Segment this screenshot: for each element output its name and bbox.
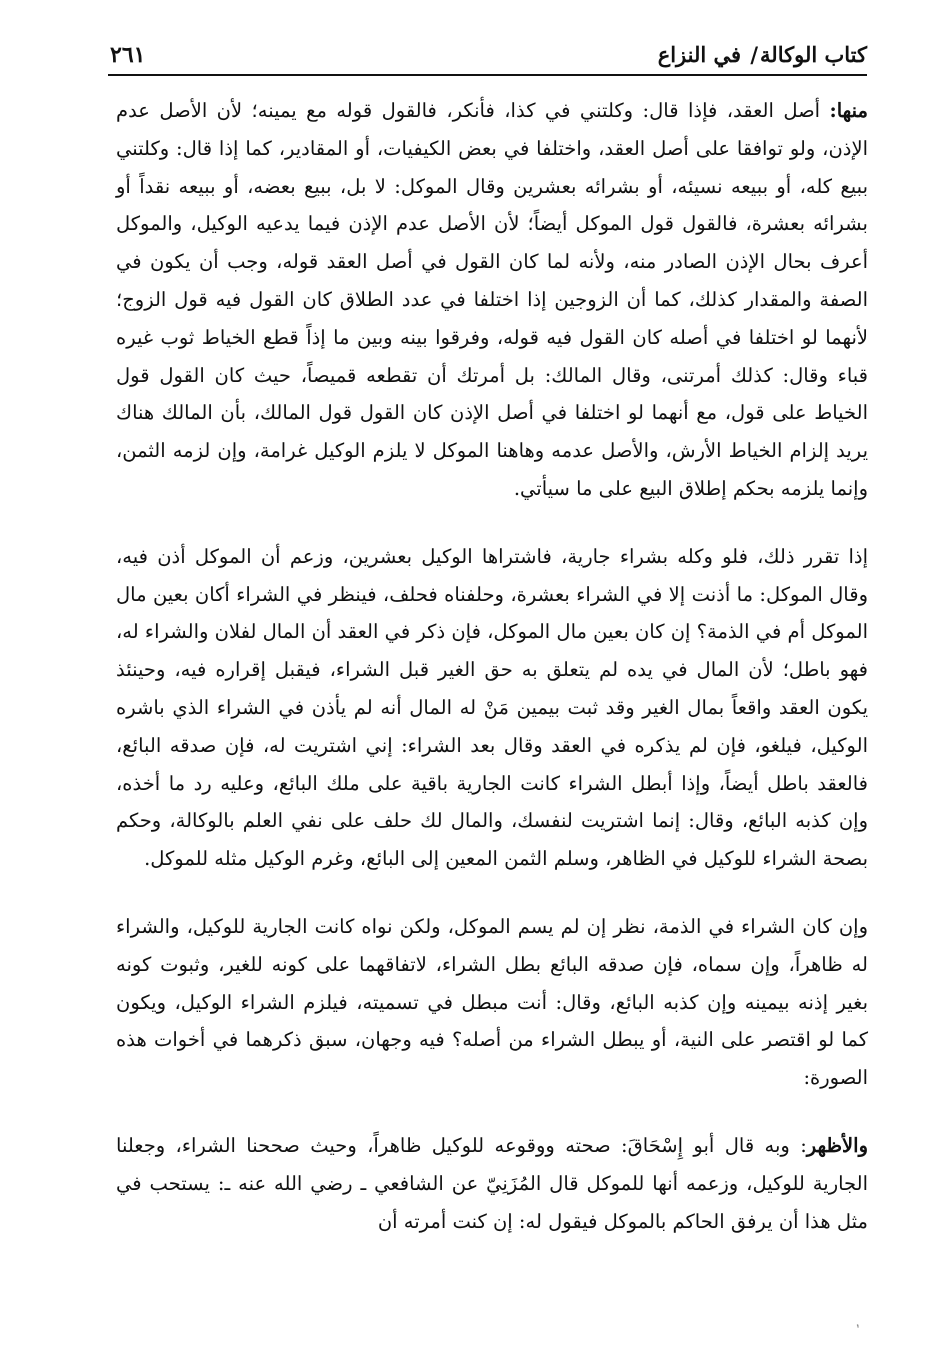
running-header [110,34,867,70]
body-text [116,92,868,1240]
paragraph-4-text: : وبه قال أبو إِسْحَاقَ: صحته ووقوعه للوكيل ظاهراً، وحيث صححنا الشراء، وجعلنا الجارية للوكيل، وزعمه أنها للموكل قال المُزَنِيّ عن الشافعي ـ رضي الله عنه ـ: يستحب في مثل هذا أن يرفق الحاكم بالموكل فيقول له: إن كنت أمرته أن [116,1133,868,1233]
header-separator: / [750,42,759,67]
header-book-title: كتاب الوكالة [760,42,867,67]
paragraph-1 [116,92,868,508]
page-number: ٢٦١ [110,42,146,68]
paragraph-2-text: إذا تقرر ذلك، فلو وكله بشراء جارية، فاشتراها الوكيل بعشرين، وزعم أن الموكل أذن فيه، وقال الموكل: ما أذنت إلا في الشراء بعشرة، وحلفناه فحلف، فينظر في الشراء أكان بعين مال الموكل أم في الذمة؟ إن كان بعين مال الموكل، فإن ذكر في العقد أن المال لفلان والشراء له، فهو باطل؛ لأن المال في يده لم يتعلق به حق الغير قبل الشراء، فيقبل إقراره فيه، وحينئذ يكون العقد واقعاً بمال الغير وقد ثبت بيمين مَنْ له المال أنه لم يأذن في الشراء الذي باشره الوكيل، فيلغو، فإن لم يذكره في العقد وقال بعد الشراء: إني اشتريت له، فإن صدقه البائع، فالعقد باطل أيضاً، وإذا أبطل الشراء كانت الجارية باقية على ملك البائع، وعليه رد ما أخذه، وإن كذبه البائع، وقال: إنما اشتريت لنفسك، والمال لك حلف على نفي العلم بالوكالة، وحكم بصحة الشراء للوكيل في الظاهر، وسلم الثمن المعين إلى البائع، وغرم الوكيل مثله للموكل. [116,544,868,871]
paragraph-4 [116,1127,868,1240]
header-title [658,40,867,70]
paragraph-3-text: وإن كان الشراء في الذمة، نظر إن لم يسم الموكل، ولكن نواه كانت الجارية للوكيل، والشراء له ظاهراً، وإن سماه، فإن صدقه البائع بطل الشراء، لاتفاقهما على كونه للغير، وثبوت كونه بغير إذنه بيمينه وإن كذبه البائع، وقال: أنت مبطل في تسميته، فيلزم الشراء الوكيل، ويكون كما لو اقتصر على النية، أو يبطل الشراء من أصله؟ فيه وجهان، سبق ذكرهما في أخوات هذه الصورة: [116,914,868,1090]
paragraph-3 [116,908,868,1097]
paragraph-2 [116,538,868,878]
header-divider [108,74,867,76]
stray-ink-mark: ٬ [854,1321,867,1339]
paragraph-1-lead: منها: [829,99,868,122]
header-section-title: في النزاع [657,42,742,67]
paragraph-1-text: أصل العقد، فإذا قال: وكلتني في كذا، فأنكر، فالقول قوله مع يمينه؛ لأن الأصل عدم الإذن، ولو توافقا على أصل العقد، واختلفا في بعض الكيفيات، أو المقادير، كما إذا قال: وكلتني ببيع كله، أو ببيعه نسيئه، أو بشرائه بعشرين وقال الموكل: لا بل، ببيع بعضه، أو ببيعه نقداً أو بشرائه بعشرة، فالقول قول الموكل أيضاً؛ لأن الأصل عدم الإذن فيما يدعيه الوكيل، والموكل أعرف بحال الإذن الصادر منه، ولأنه لما كان القول في أصل العقد قوله، وجب أن يكون في الصفة والمقدار كذلك، كما أن الزوجين إذا اختلفا في عدد الطلاق كان القول فيه قول الزوج؛ لأنهما لو اختلفا في أصله كان القول فيه قوله، وفرقوا بينه وبين ما إذاً قطع الخياط ثوب غيره قباء وقال: كذلك أمرتنى، وقال المالك: بل أمرتك أن تقطعه قميصاً، حيث كان القول قول الخياط على قول، مع أنهما لو اختلفا في أصل الإذن كان القول قول المالك، بأن المالك هناك يريد إلزام الخياط الأرش، والأصل عدمه وهاهنا الموكل لا يلزم الوكيل غرامة، وإن لزمه الثمن، وإنما يلزمه بحكم إطلاق البيع على ما سيأتي. [116,99,868,500]
paragraph-4-lead: والأظهر [806,1133,868,1157]
